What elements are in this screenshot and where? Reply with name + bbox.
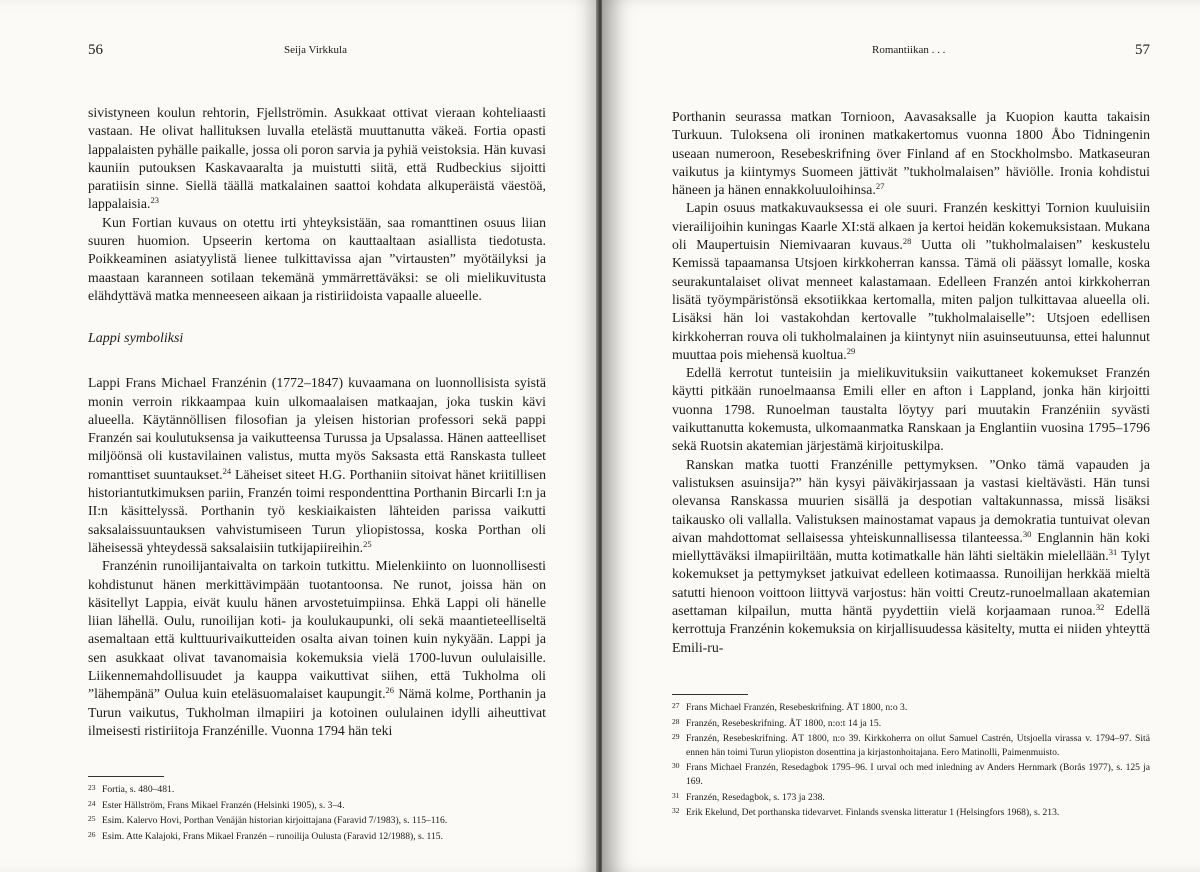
footnote-ref: 29	[846, 345, 856, 356]
footnote-ref: 31	[1108, 547, 1118, 558]
footnote-ref: 28	[902, 236, 912, 247]
footnote: 31 Franzén, Resedagbok, s. 173 ja 238.	[672, 790, 825, 803]
paragraph: Lappi Frans Michael Franzénin (1772–1847) kuvaamana on luonnollisista syistä monin verroin rikkaampaa kuin ulkomaalaisen matkaajan, joka tuskin kävi alueella. Käytännöllisen filosofian ja yleisen historian professori sekä pappi Franzén sai koulutuksensa ja vaikutteensa Turussa ja Upsalassa. Hänen aatteelliset miljöönsä oli kustavilainen valistus, mutta myös Saksasta että Ranskasta tulleet romanttiset suuntaukset.$^{24}$ Läheiset siteet H.G. Porthaniin sitoivat hänet kriitillisen historiantutkimuksen pariin, Franzén toimi respondenttina Porthanin Bircarli I:n ja II:n käsittelyssä. Porthanin työ keskiaikaisten lähteiden parissa vaikutti saksalaissuuntauksen vahvistumiseen Turun yliopistossa, koska Porthan oli läheisessä yhteydessä saksalaisiin tutkijapiireihin.$^{25}$	[88, 375, 546, 555]
footnote: 24 Ester Hällström, Frans Mikael Franzén (Helsinki 1905), s. 3–4.	[88, 798, 345, 811]
footnote-ref: 26	[385, 685, 395, 696]
page-number: 56	[88, 42, 103, 58]
footnote-ref: 32	[1095, 602, 1105, 613]
right-footnotes	[602, 694, 1200, 820]
running-head: Seija Virkkula	[284, 44, 347, 56]
paragraph: Franzénin runoilijantaivalta on tarkoin tutkittu. Mielenkiinto on luonnollisesti kohdistunut hänen merkittävimpään tuotantoonsa. Ne runot, joissa hän on käsitellyt Lappia, eivät kuulu hänen arvostetuimpiinsa. Ehkä Lappi oli hänelle liian lähellä. Oulu, runoilijan koti- ja koulukaupunki, oli sekä maantieteelliseltä asemaltaan että kulttuurivaikutteiden osalta aivan toinen kuin nykyään. Lappi ja sen asukkaat olivat tavanomaisia kokemuksia vielä 1700-luvun oululaisille. Liikennemahdollisuudet ja kauppa vaikuttivat siihen, että Tukholma oli ”lähempänä” Oulua kuin eteläsuomalaiset kaupungit.$^{26}$ Nämä kolme, Porthanin ja Turun vaikutus, Tukholman ilmapiiri ja kotoinen oululainen idylli aiheuttivat ilmeisesti ristiriitoja Franzénille. Vuonna 1794 hän teki	[88, 558, 546, 738]
left-header	[0, 42, 598, 62]
paragraph: Edellä kerrotut tunteisiin ja mielikuvituksiin vaikuttaneet kokemukset Franzén käytti pitkään runoelmaansa Emili eller en afton i Lappland, jonka hän kirjoitti vuonna 1798. Runoelman taustalta löytyy pari muutakin Franzéniin syvästi vaikuttanutta kokemusta, ulkomaanmatka Ranskaan ja Englantiin vuosina 1795–1796 sekä Ruotsin akatemian järjestämä kirjoituskilpa.	[672, 365, 1150, 454]
page-number: 57	[1135, 42, 1150, 58]
left-body-text	[0, 104, 598, 740]
footnote-ref: 25	[363, 538, 372, 549]
footnote: 25 Esim. Kalervo Hovi, Porthan Venäjän historian kirjoittajana (Faravid 7/1983), s. 115–116.	[88, 814, 448, 827]
running-head: Romantiikan . . .	[872, 44, 946, 56]
footnote-rule	[672, 694, 748, 695]
footnote-ref: 27	[875, 181, 885, 192]
footnote: 28 Franzén, Resebeskrifning. ÅT 1800, n:o:t 14 ja 15.	[672, 716, 882, 729]
footnote: 23 Fortia, s. 480–481.	[88, 783, 175, 795]
footnote: 32 Erik Ekelund, Det porthanska tidevarvet. Finlands svenska litteratur 1 (Helsingfors 1968), s. 213.	[672, 806, 1060, 819]
footnote: 29 Franzén, Resebeskrifning. ÅT 1800, n:o 39. Kirkkoherra on ollut Samuel Castrén, Utsjoella virassa v. 1794–97. Sitä ennen hän toimi Turun yliopiston dosenttina ja kirjastonhoitajana. Eero Matinolli, Paimenmuisto.	[672, 732, 1150, 758]
right-page	[602, 0, 1200, 872]
paragraph: Kun Fortian kuvaus on otettu irti yhteyksistään, saa romanttinen osuus liian suuren huomion. Upseerin kertoma on kauttaaltaan asiallista tiedotusta. Poikkeaminen asiatyylistä lienee tulkittavissa ajan ”virtausten” myötäilyksi ja maastaan karanneen sotilaan tekemänä ymmärrettäväksi: se oli mielikuvitusta elähdyttävä matka menneeseen aikaan ja ristiriidoista vapaalle alueelle.	[88, 214, 546, 303]
left-footnotes	[0, 776, 598, 843]
footnote-rule	[88, 776, 164, 777]
section-heading: Lappi symboliksi	[88, 331, 184, 347]
footnote-ref: 24	[222, 465, 232, 476]
paragraph: sivistyneen koulun rehtorin, Fjellströmin. Asukkaat ottivat vieraan kohteliaasti vastaan. He olivat hallituksen luvalla etelästä muuttanutta väkeä. Fortia opasti lappalaisten pyhälle paikalle, jossa oli poron sarvia ja pyhiä veistoksia. Hän kuvasi kauniin putouksen Kaskavaaralta ja muistutti siitä, että Rudbeckius sijoitti paratiisin sinne. Siellä täällä matkalainen saattoi kohdata alkuperäistä väestöä, lappalaisia.$^{23}$	[88, 105, 546, 212]
paragraph: Porthanin seurassa matkan Tornioon, Aavasaksalle ja Kuopion kautta takaisin Turkuun. Tuloksena oli ironinen matkakertomus vuonna 1800 Åbo Tidningenin useaan numeroon, Resebeskrifning över Finland af en Stockholmsbo. Matkaseuran vaikutus ja kiintymys Suomeen jättivät ”tukholmalaisen” häviölle. Ironia kohdistui häneen ja hänen ennakkoluuloihinsa.$^{27}$	[672, 109, 1150, 198]
footnote: 30 Frans Michael Franzén, Resedagbok 1795–96. I urval och med inledning av Anders Hernmark (Borås 1977), s. 125 ja 169.	[672, 761, 1150, 787]
paragraph: Ranskan matka tuotti Franzénille pettymyksen. ”Onko tämä vapauden ja valistuksen asuinsija?” hän kysyi päiväkirjassaan ja vastasi kieltävästi. Hän tunsi olevansa Ranskassa muurien sisällä ja despotian valtakunnassa, missä lisäksi taikausko oli vallalla. Valistuksen mainostamat vapaus ja demokratia tuntuivat olevan aivan mahdottomat sellaisessa yhteiskunnallisessa tilanteessa.$^{30}$ Englannin hän koki miellyttäväksi ilmapiiriltään, mutta kotimatkalle hän lähti sieltäkin mielellään.$^{31}$ Tylyt kokemukset ja pettymykset jatkuivat edelleen kotimaassa. Runoilijan herkkää mieltä satutti hienoon voittoon liittyvä varjostus: hän voitti Creutz-runoelmallaan akatemian asettaman kilpailun, mutta häntä pyydettiin vielä korjaamaan runoa.$^{32}$ Edellä kerrottuja Franzénin kokemuksia on kirjallisuudessa käsitelty, mutta ei niiden yhteyttä Emili-ru-	[672, 456, 1150, 655]
left-page	[0, 0, 598, 872]
right-header	[602, 42, 1200, 62]
footnote: 26 Esim. Atte Kalajoki, Frans Mikael Franzén – runoilija Oulusta (Faravid 12/1988), s. 115.	[88, 829, 443, 842]
footnote-ref: 30	[1022, 528, 1032, 539]
paragraph: Lapin osuus matkakuvauksessa ei ole suuri. Franzén keskittyi Tornion kuuluisiin vierailijoihin kuningas Kaarle XI:stä alkaen ja kertoi heidän kokemuksistaan. Mukana oli Maupertuisin Niemivaaran kuvaus.$^{28}$ Uutta oli ”tukholmalaisen” keskustelu Kemissä tapaamansa Utsjoen kirkkoherran kanssa. Tämä oli päässyt lomalle, koska seurakuntalaiset olivat menneet kalastamaan. Edelleen Franzén antoi kirkkoherran lisätä työympäristönsä eksotiikkaa kertomalla, miten paljon tulkittavaa alueella oli. Lisäksi hän loi vastakohdan kertovalle ”tukholmalaiselle”: Utsjoen edellisen kirkkoherran rouva oli tukholmalainen ja kiintynyt niin asuinseutuunsa, ettei halunnut muuttaa pois miehensä kuoltua.$^{29}$	[672, 200, 1150, 362]
right-body-text	[602, 108, 1200, 657]
footnote-ref: 23	[150, 195, 159, 206]
footnote: 27 Frans Michael Franzén, Resebeskrifning. ÅT 1800, n:o 3.	[672, 701, 908, 713]
